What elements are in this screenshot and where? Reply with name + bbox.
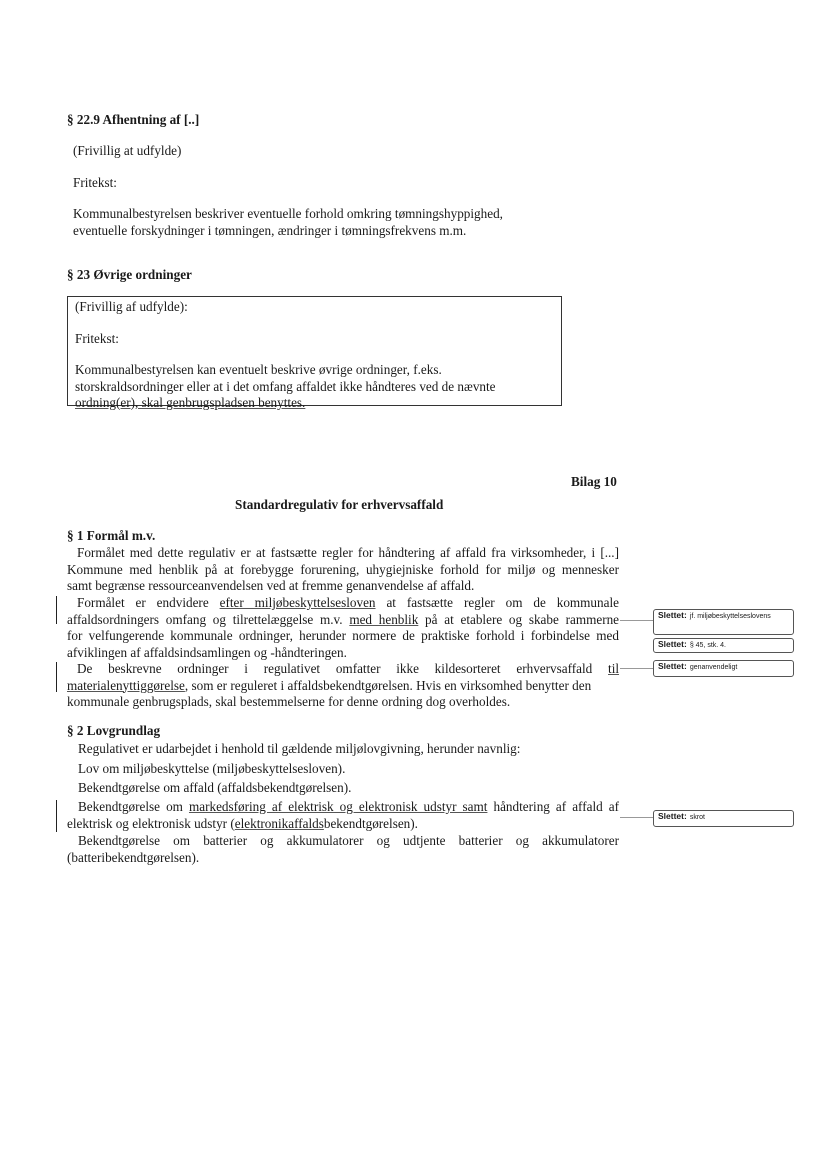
comment-text: § 45, stk. 4. <box>689 642 726 649</box>
text-line: afviklingen af affaldsindsamlingen og -håndteringen. <box>67 644 347 660</box>
text-line <box>67 678 619 695</box>
section-22-9-body <box>73 206 503 239</box>
section-22-9-fritekst: Fritekst: <box>73 175 117 190</box>
section-23-heading: § 23 Øvrige ordninger <box>67 267 192 282</box>
text-segment: affaldsordningers omfang og tilrettelæggelse m.v. <box>67 611 343 627</box>
section-23-optional: (Frivillig af udfylde): <box>75 299 188 314</box>
comment-connector <box>620 817 653 818</box>
change-bar <box>56 662 57 692</box>
text-line: eventuelle forskydninger i tømningen, ændringer i tømningsfrekvens m.m. <box>73 222 467 238</box>
appendix-label: Bilag 10 <box>571 474 617 489</box>
text-line: Bekendtgørelse om batterier og akkumulatorer og udtjente batterier og akkumulatorer <box>78 833 619 848</box>
comment-label: Slettet: <box>658 661 687 671</box>
inserted-text: markedsføring af elektrisk og elektronisk udstyr samt <box>188 799 488 814</box>
text-line <box>67 612 619 629</box>
text-segment: Formålet er endvidere <box>77 595 209 610</box>
law-item: Bekendtgørelse om affald (affaldsbekendtgørelsen). <box>78 780 352 795</box>
document-title: Standardregulativ for erhvervsaffald <box>235 497 444 512</box>
section-23-fritekst: Fritekst: <box>75 330 119 346</box>
text-segment: på at etablere og skabe rammerne <box>425 611 620 627</box>
inserted-text: materialenyttiggørelse <box>67 677 185 693</box>
text-line <box>67 799 619 816</box>
comment-label: Slettet: <box>658 610 687 620</box>
comment-label: Slettet: <box>658 811 687 821</box>
text-line: (batteribekendtgørelsen). <box>67 849 200 865</box>
section-1-heading: § 1 Formål m.v. <box>67 528 156 543</box>
comment-balloon[interactable] <box>653 810 794 827</box>
text-line <box>67 661 619 678</box>
text-line: Kommunalbestyrelsen beskriver eventuelle forhold omkring tømningshyppighed, <box>73 206 503 221</box>
inserted-text: til <box>608 661 620 676</box>
section-2-intro: Regulativet er udarbejdet i henhold til gældende miljølovgivning, herunder navnlig: <box>78 741 521 756</box>
text-line: ordning(er), skal genbrugspladsen benyttes. <box>75 395 306 410</box>
comment-text: skrot <box>689 814 705 821</box>
text-line: Formålet med dette regulativ er at fastsætte regler for håndtering af affald fra virksomheder, i [...] <box>77 545 619 560</box>
law-item <box>67 799 619 832</box>
text-segment: De beskrevne ordninger i regulativet omfatter ikke kildesorteret <box>77 661 501 676</box>
comment-balloon[interactable] <box>653 609 794 635</box>
change-bar <box>56 800 57 832</box>
text-segment: elektrisk og elektronisk udstyr ( <box>67 815 235 831</box>
inserted-text: efter miljøbeskyttelsesloven <box>219 595 376 610</box>
inserted-text: med henblik <box>349 611 419 627</box>
comment-label: Slettet: <box>658 639 687 649</box>
comment-balloon[interactable] <box>653 660 794 677</box>
text-line: kommunale genbrugsplads, skal bestemmelserne for denne ordning dog overholdes. <box>67 694 511 709</box>
section-23-box <box>67 296 562 410</box>
text-line: storskraldsordninger eller at i det omfang affaldet ikke håndteres ved de nævnte <box>75 378 496 394</box>
comment-connector <box>620 620 653 621</box>
text-line: Kommune med henblik på at forebygge forurening, uhygiejniske forhold for miljø og mennesker <box>67 561 619 577</box>
comment-connector <box>620 668 653 669</box>
comment-text: genanvendeligt <box>689 664 738 671</box>
law-item: Lov om miljøbeskyttelse (miljøbeskyttelsesloven). <box>78 761 346 776</box>
text-line: for velfungerende kommunale ordninger, herunder normere de praktiske forhold i forbindelse med <box>67 628 619 643</box>
section-23-body <box>75 362 561 412</box>
change-bar <box>56 596 57 624</box>
section-22-9-optional: (Frivillig at udfylde) <box>73 143 182 158</box>
section-1-paragraph-1 <box>67 545 619 595</box>
law-item <box>67 833 619 866</box>
text-segment: håndtering af affald af <box>493 799 619 814</box>
section-2-heading: § 2 Lovgrundlag <box>67 723 161 738</box>
text-segment: Bekendtgørelse om <box>78 799 183 814</box>
text-segment: , som er reguleret i affaldsbekendtgørelsen. Hvis en virksomhed benytter den <box>184 677 592 693</box>
text-segment: erhvervsaffald <box>516 661 593 676</box>
text-line: Kommunalbestyrelsen kan eventuelt beskrive øvrige ordninger, f.eks. <box>75 362 442 377</box>
section-1-paragraph-3 <box>67 661 619 711</box>
inserted-text: elektronikaffalds <box>234 815 324 831</box>
section-22-9-heading: § 22.9 Afhentning af [..] <box>67 112 200 127</box>
section-1-paragraph-2 <box>67 595 619 661</box>
text-line <box>67 816 619 833</box>
comment-balloon[interactable] <box>653 638 794 653</box>
text-line: samt begrænse ressourceanvendelsen ved at fremme genanvendelse af affald. <box>67 578 475 593</box>
text-segment: at fastsætte regler om de kommunale <box>386 595 619 610</box>
text-line <box>67 595 619 612</box>
text-segment: bekendtgørelsen). <box>323 815 418 831</box>
comment-text: jf. miljøbeskyttelseslovens <box>689 613 771 620</box>
